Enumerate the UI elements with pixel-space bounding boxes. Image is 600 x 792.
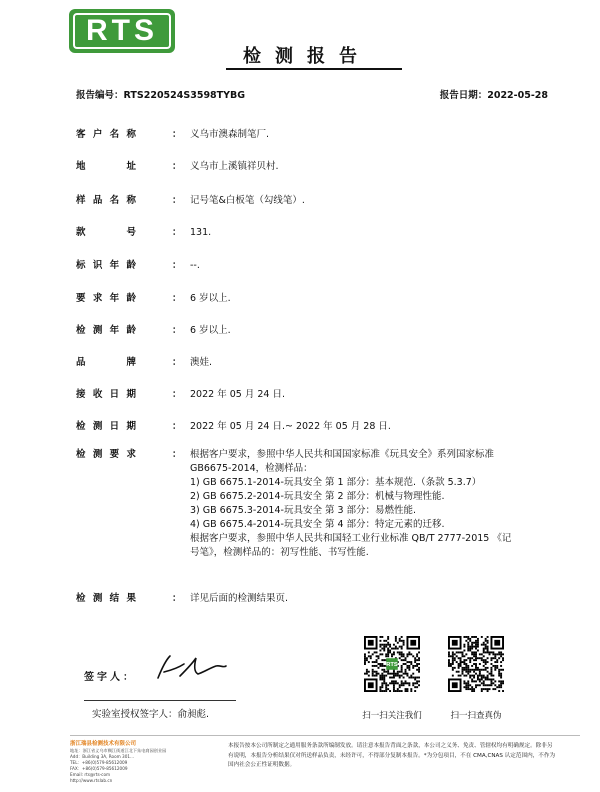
title-underline	[226, 68, 402, 70]
verify-qr-icon	[448, 636, 504, 692]
logo-text: RTS	[86, 14, 158, 47]
requirement-line: 4) GB 6675.4-2014-玩具安全 第 4 部分：特定元素的迁移.	[190, 519, 445, 530]
field-label: 款号	[76, 227, 136, 238]
verify-qr-label: 扫一扫查真伪	[450, 711, 502, 721]
footer-divider	[70, 735, 580, 736]
report-date: 报告日期：2022-05-28	[439, 90, 548, 101]
follow-qr-label: 扫一扫关注我们	[362, 711, 422, 721]
requirement-line: 号笔》，检测样品的：初写性能、书写性能.	[190, 547, 369, 558]
field-label: 客户名称	[76, 129, 136, 140]
field-label: 样品名称	[76, 195, 136, 206]
requirements-text	[190, 448, 550, 560]
company-line: TEL：+86(0)579-85612009	[70, 760, 128, 765]
field-value: 记号笔&白板笔（勾线笔）.	[190, 195, 305, 206]
result-label: 检测结果	[76, 593, 136, 604]
qr-badge: RTS	[386, 662, 398, 669]
field-label: 要求年龄	[76, 293, 136, 304]
field-label: 标识年龄	[76, 260, 136, 271]
company-line: FAX：+86(0)579-85612009	[70, 766, 128, 771]
requirements-row: 检测要求 ： 根据客户要求，参照中华人民共和国国家标准《玩具安全》系列国家标准 GB6675-2014，检测样品： 1) GB 6675.1-2014-玩具安全 第 1 部分：基本规范.（条款 5.3.7） 2) GB 6675.2-2014-玩具安全 第 2 部分：机械与物理性能. 3) GB 6675.3-2014-玩具安全 第 3 部分：易燃性能. 4) GB 6675.4-2014-玩具安全 第 4 部分：特定元素的迁移. 根据客户要求，参照中华人民共和国轻工业行业标准 QB/T 2777-2015 《记 号笔》，检测样品的：初写性能、书写性能.	[76, 448, 556, 568]
requirement-line: 根据客户要求，参照中华人民共和国国家标准《玩具安全》系列国家标准	[190, 449, 495, 460]
requirement-line: 1) GB 6675.1-2014-玩具安全 第 1 部分：基本规范.（条款 5.3.7）	[190, 477, 482, 488]
verify-qr-code[interactable]	[448, 636, 504, 692]
result-value: 详见后面的检测结果页.	[190, 593, 289, 604]
requirements-label: 检测要求	[76, 449, 136, 460]
field-value: 131.	[190, 227, 212, 238]
requirement-line: 2) GB 6675.2-2014-玩具安全 第 2 部分：机械与物理性能.	[190, 491, 445, 502]
field-value: 2022 年 05 月 24 日.~ 2022 年 05 月 28 日.	[190, 421, 391, 432]
disclaimer-text: 本报告按本公司所制定之通用服务条款所编制发放。请注意本报告背面之条款，本公司之义务、免责、管辖权均有明确规定。除非另有说明，本报告分析结果仅对所送样品负责，未经许可，不得部分复制本报告。*为分包项目，不在 CMA,CNAS 认定范围内，不作为国内社会公正性证明数据。	[228, 743, 556, 768]
field-label: 检测年龄	[76, 325, 136, 336]
company-line: http://www.rtslab.cn	[70, 778, 113, 783]
field-value: 6 岁以上.	[190, 325, 231, 336]
follow-qr-code[interactable]	[364, 636, 420, 692]
handwritten-signature	[150, 650, 230, 686]
company-name: 浙江瑞县检测技术有限公司	[70, 741, 137, 747]
signature-line	[84, 700, 236, 701]
field-label: 接收日期	[76, 389, 136, 400]
company-info	[70, 740, 180, 784]
signer-label: 签字人：	[84, 672, 136, 683]
page-title: 检测报告	[243, 46, 371, 67]
field-value: 澳娃.	[190, 357, 213, 368]
requirement-line: GB6675-2014，检测样品：	[190, 463, 313, 474]
field-value: --.	[190, 260, 200, 271]
follow-qr-icon	[364, 636, 420, 692]
field-value: 义乌市澳森制笔厂.	[190, 129, 270, 140]
field-label: 品牌	[76, 357, 136, 368]
report-number: 报告编号：RTS220524S3598TYBG	[76, 90, 246, 101]
lab-authorized-signer: 实验室授权签字人：俞昶彪.	[92, 709, 210, 720]
company-line: Email: rts@rts-com	[70, 772, 111, 777]
field-value: 义乌市上溪镇祥贝村.	[190, 161, 279, 172]
field-label: 地址	[76, 161, 136, 172]
company-line: Add：Building 3A, Room 301...	[70, 754, 135, 759]
field-value: 6 岁以上.	[190, 293, 231, 304]
field-label: 检测日期	[76, 421, 136, 432]
field-value: 2022 年 05 月 24 日.	[190, 389, 285, 400]
company-line: 地址：浙江省义乌市稠江街道江北下朱电商园创业园	[70, 748, 167, 753]
requirement-line: 根据客户要求，参照中华人民共和国轻工业行业标准 QB/T 2777-2015 《记	[190, 533, 512, 544]
requirement-line: 3) GB 6675.3-2014-玩具安全 第 3 部分：易燃性能.	[190, 505, 417, 516]
